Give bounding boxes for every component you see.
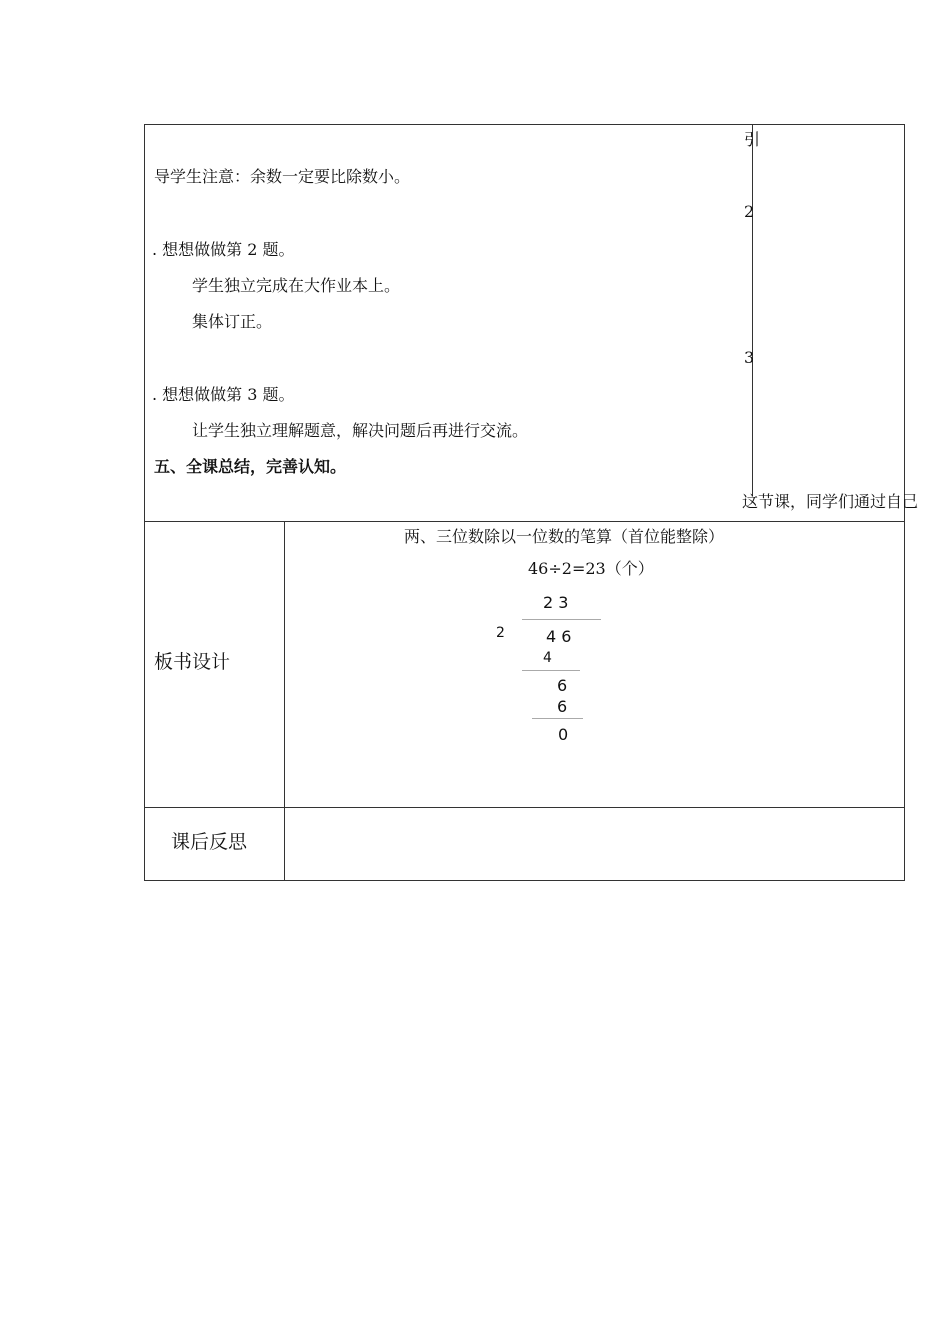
item3-title: . 想想做做第 3 题。 xyxy=(152,385,295,404)
margin-mark-2: 2 xyxy=(744,202,755,221)
divisor: 2 xyxy=(496,625,505,641)
remainder: 0 xyxy=(558,725,569,744)
item2-step2: 集体订正。 xyxy=(192,312,273,331)
step1-product: 4 xyxy=(543,650,552,666)
item2-step1: 学生独立完成在大作业本上。 xyxy=(192,276,401,295)
summary-tail: 这节课，同学们通过自己 xyxy=(742,492,919,511)
remainder-note: 导学生注意：余数一定要比除数小。 xyxy=(154,167,411,186)
inner-column-divider xyxy=(752,124,753,496)
step3-line xyxy=(532,718,583,719)
section5-heading: 五、全课总结，完善认知。 xyxy=(154,457,347,476)
quotient: 2 3 xyxy=(543,593,569,612)
board-design-label: 板书设计 xyxy=(154,651,231,673)
margin-mark-yin: 引 xyxy=(744,130,761,149)
reflection-label: 课后反思 xyxy=(171,831,248,853)
margin-mark-3: 3 xyxy=(744,348,755,367)
division-bar xyxy=(522,619,601,620)
column-divider xyxy=(284,521,285,881)
row-divider-reflection xyxy=(144,807,905,808)
board-equation: 46÷2=23（个） xyxy=(528,559,654,578)
board-title: 两、三位数除以一位数的笔算（首位能整除） xyxy=(404,527,725,546)
row-divider-board xyxy=(144,521,905,522)
item2-title: . 想想做做第 2 题。 xyxy=(152,240,295,259)
reflection-content[interactable] xyxy=(290,812,898,876)
step2-bring-down: 6 xyxy=(557,676,568,695)
step1-line xyxy=(522,670,580,671)
item3-step1: 让学生独立理解题意，解决问题后再进行交流。 xyxy=(192,421,529,440)
table-border-left xyxy=(144,124,145,881)
table-border-top xyxy=(144,124,905,125)
dividend: 4 6 xyxy=(546,627,572,646)
step3-product: 6 xyxy=(557,697,568,716)
table-border-bottom xyxy=(144,880,905,881)
